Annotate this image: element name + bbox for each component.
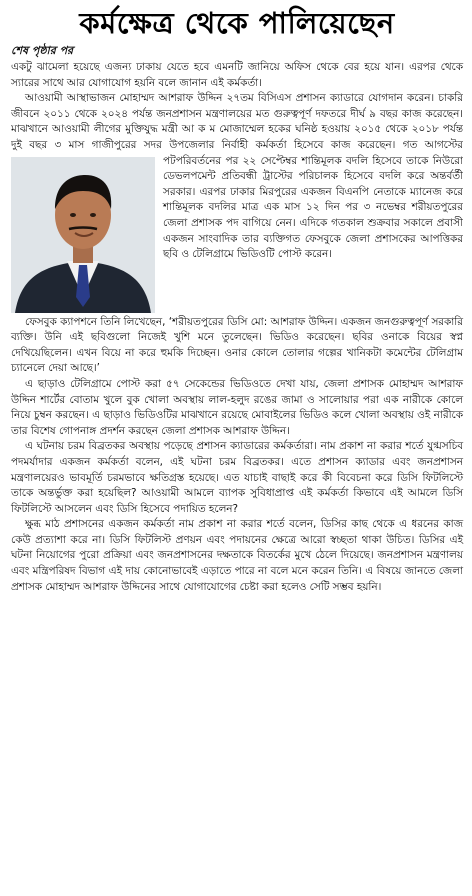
headline: কর্মক্ষেত্র থেকে পালিয়েছেন bbox=[79, 6, 395, 40]
article-paragraph: ক্ষুব্ধ মাঠ প্রশাসনের একজন কর্মকর্তা নাম প্রকাশ না করার শর্তে বলেন, ডিসির কাছ থেকে এ ধরনের কাজ কেউ প্রত্যাশা করে না। ডিসি ফিটলিস্ট প্রণয়ন এবং পদায়নের ক্ষেত্রে আরো স্বচ্ছতা থাকা উচিত। ডিসির এই ঘটনা নিয়োগের পুরো প্রক্রিয়া এবং জনপ্রশাসনের দক্ষতাকে বিতর্কের মুখে ঠেলে দিয়েছে। জনপ্রশাসন মন্ত্রণালয় এবং মন্ত্রিপরিষদ বিভাগ এই দায় কোনোভাবেই এড়াতে পারে না বলে মনে করেন তিনি। এ বিষয়ে জানতে জেলা প্রশাসক মোহাম্মদ আশরাফ উদ্দিনের সাথে যোগাযোগের চেষ্টা করা হলেও সেটি সম্ভব হয়নি। bbox=[11, 518, 463, 593]
portrait-photo bbox=[11, 157, 155, 313]
article-paragraph: একটু ঝামেলা হয়েছে এজন্য ঢাকায় যেতে হবে এমনটি জানিয়ে অফিস থেকে বের হয়ে যান। এরপর থেকে স্যারের সাথে আর যোগাযোগ হয়নি বলে জানান এই কর্মকর্তা। bbox=[11, 61, 463, 89]
article-paragraph: এ ঘটনায় চরম বিব্রতকর অবস্থায় পড়েছে প্রশাসন ক্যাডারের কর্মকর্তারা। নাম প্রকাশ না করার শর্তে যুগ্মসচিব পদমর্যাদার একজন কর্মকর্তা বলেন, এই ঘটনা চরম বিব্রতকর। এতে প্রশাসন ক্যাডার এবং জনপ্রশাসন মন্ত্রণালয়েরও ভাবমূর্তি চরমভাবে ক্ষতিগ্রস্ত হয়েছে। এত যাচাই বাছাই করে কী বিবেচনা করে ডিসি ফিটলিস্টে তাকে অন্তর্ভুক্ত করা হয়েছিল? আওয়ামী আমলে ব্যাপক সুবিধাপ্রাপ্ত এই কর্মকর্তা কিভাবে এই আমলে ডিসি ফিটলিস্টে আসলেন এবং ডিসি হিসেবে পদায়িত হলেন? bbox=[11, 440, 463, 515]
article-paragraph: এ ছাড়াও টেলিগ্রামে পোস্ট করা ৫৭ সেকেন্ডের ভিডিওতে দেখা যায়, জেলা প্রশাসক মোহাম্মদ আশরাফ উদ্দিন শার্টের বোতাম খুলে বুক খোলা অবস্থায় লাল-হলুদ রঙের জামা ও সালোয়ার পরা এক নারীকে কোলে নিয়ে চুম্বন করছেন। এ ছাড়াও ভিডিওটির মাঝখানে রয়েছে মোবাইলের ভিডিও কলে খোলা অবস্থায় ওই নারীকে তার বিশেষ গোপনাঙ্গ প্রদর্শন করছেন জেলা প্রশাসক আশরাফ উদ্দিন। bbox=[11, 377, 463, 437]
continued-from-label: শেষ পৃষ্ঠার পর bbox=[11, 44, 74, 57]
article-paragraph: আওয়ামী আস্থাভাজন মোহাম্মদ আশরাফ উদ্দিন ২৭তম বিসিএস প্রশাসন ক্যাডারে যোগদান করেন। চাকরি জীবনে ২০১১ থেকে ২০২৪ পর্যন্ত জনপ্রশাসন মন্ত্রণালয়ের মত গুরুত্বপূর্ণ দফতরে দীর্ঘ ৯ বছর কাজ করেছেন। মাঝখানে আওয়ামী লীগের মুক্তিযুদ্ধ মন্ত্রী আ ক ম মোজাম্মেল হকের ঘনিষ্ঠ হওয়ায় ২০১৫ থেকে ২০১৮ পর্যন্ত দুই বছর ৩ মাস গাজীপুরের সদর উপজেলার নির্বাহী কর্মকর্তা হিসেবে কাজ করেছেন। গত আগস্টের পটপরিবর্তনের পর ২২ সেপ্টেম্বর শান্তিমূলক বদলি হিসেবে তাকে নিউরো ডেভলপমেন্ট প্রতিবন্ধী ট্রাস্টের পরিচালক হিসেবে বদলি করে অন্তর্বর্তী সরকার। এরপর ঢাকার মিরপুরের একজন বিএনপি নেতাকে ম্যানেজ করে শান্তিমূলক বদলির মাত্র এক মাস ১২ দিন পর ৩ নভেম্বর শরীয়তপুরের জেলা প্রশাসক পদ বাগিয়ে নেন। এদিকে গতকাল শুক্রবার সকালে প্রবাসী একজন সাংবাদিক তার ব্যক্তিগত ফেসবুকে জেলা প্রশাসকের আপত্তিকর ছবি ও টেলিগ্রামে ভিডিওটি পোস্ট করেন। bbox=[11, 91, 463, 263]
paragraph-with-photo bbox=[11, 91, 463, 314]
article-paragraph: ফেসবুক ক্যাপশনে তিনি লিখেছেন, ‘শরীয়তপুরের ডিসি মো: আশরাফ উদ্দিন। একজন জনগুরুত্বপূর্ণ সরকারি ব্যক্তি। উনি এই ছবিগুলো নিজেই খুশি মনে তুলেছেন। ভিডিও করেছেন। ছবির ওনাকে বিয়ের স্বপ্ন দেখিয়েছিলেন। এখন বিয়ে না করে হুমকি দিচ্ছেন। ওনার কোলে তোলার গল্পের খানিকটা কমেন্টের টেলিগ্রাম চ্যানেলে দেয়া আছে।’ bbox=[11, 315, 463, 375]
